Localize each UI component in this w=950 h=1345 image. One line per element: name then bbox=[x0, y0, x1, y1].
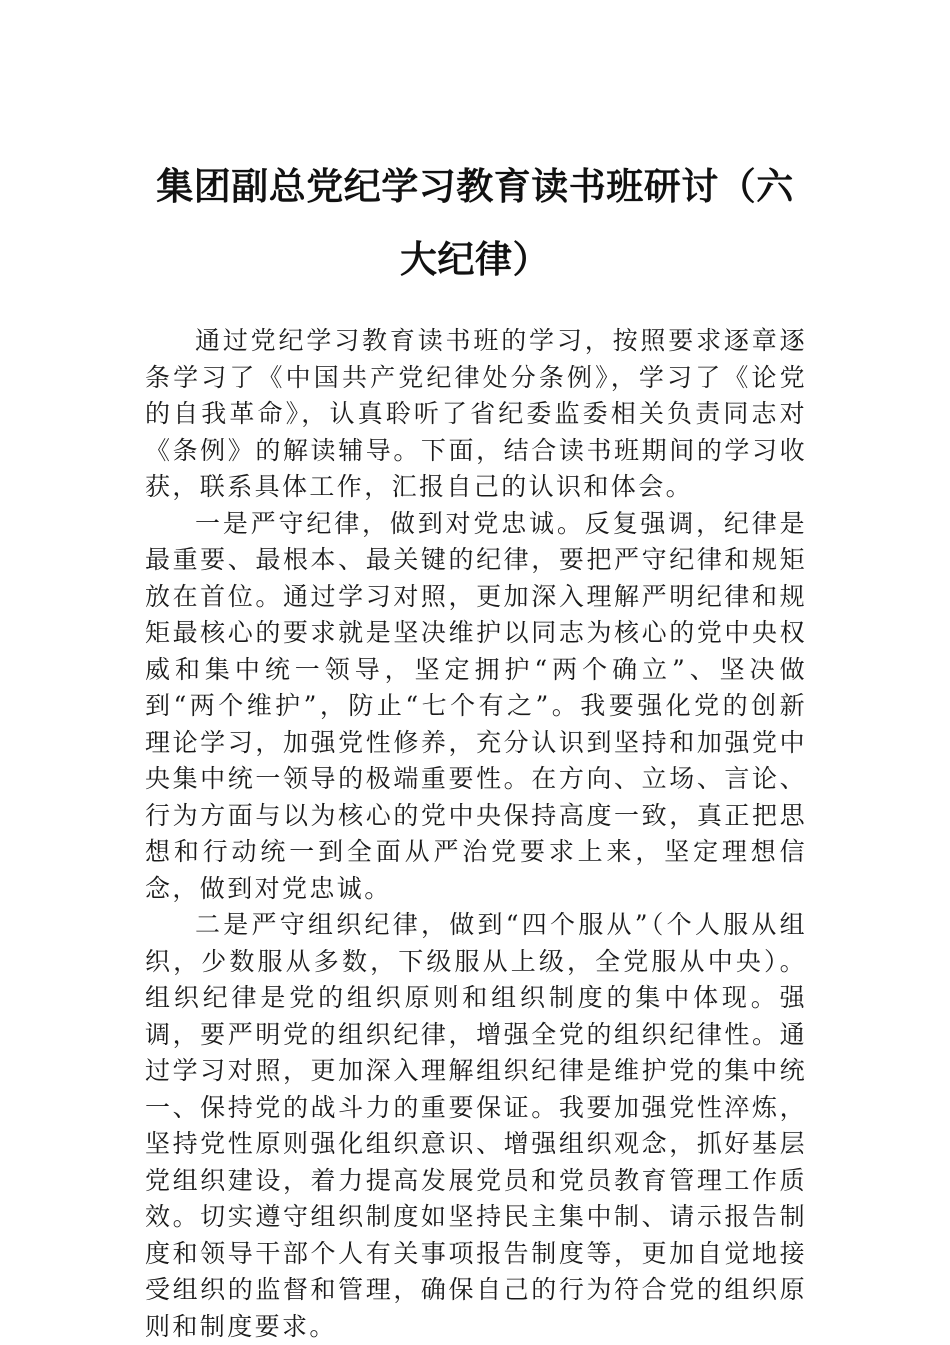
document-title: 集团副总党纪学习教育读书班研讨（六大纪律） bbox=[156, 164, 794, 281]
paragraph-intro: 通过党纪学习教育读书班的学习，按照要求逐章逐条学习了《中国共产党纪律处分条例》，学习了《论党的自我革命》，认真聆听了省纪委监委相关负责同志对《条例》的解读辅导。下面，结合读书班期间的学习收获，联系具体工作，汇报自己的认识和体会。 bbox=[145, 326, 807, 501]
document-body bbox=[145, 323, 807, 1345]
paragraph-political-discipline: 一是严守纪律，做到对党忠诚。反复强调，纪律是最重要、最根本、最关键的纪律，要把严守纪律和规矩放在首位。通过学习对照，更加深入理解严明纪律和规矩最核心的要求就是坚决维护以同志为核心的党中央权威和集中统一领导，坚定拥护“两个确立”、坚决做到“两个维护”，防止“七个有之”。我要强化党的创新理论学习，加强党性修养，充分认识到坚持和加强党中央集中统一领导的极端重要性。在方向、立场、言论、行为方面与以为核心的党中央保持高度一致，真正把思想和行动统一到全面从严治党要求上来，坚定理想信念，做到对党忠诚。 bbox=[145, 508, 807, 903]
paragraph-organizational-discipline: 二是严守组织纪律，做到“四个服从”（个人服从组织，少数服从多数，下级服从上级，全党服从中央）。组织纪律是党的组织原则和组织制度的集中体现。强调，要严明党的组织纪律，增强全党的组织纪律性。通过学习对照，更加深入理解组织纪律是维护党的集中统一、保持党的战斗力的重要保证。我要加强党性淬炼，坚持党性原则强化组织意识、增强组织观念，抓好基层党组织建设，着力提高发展党员和党员教育管理工作质效。切实遵守组织制度如坚持民主集中制、请示报告制度和领导干部个人有关事项报告制度等，更加自觉地接受组织的监督和管理，确保自己的行为符合党的组织原则和制度要求。 bbox=[145, 910, 807, 1341]
